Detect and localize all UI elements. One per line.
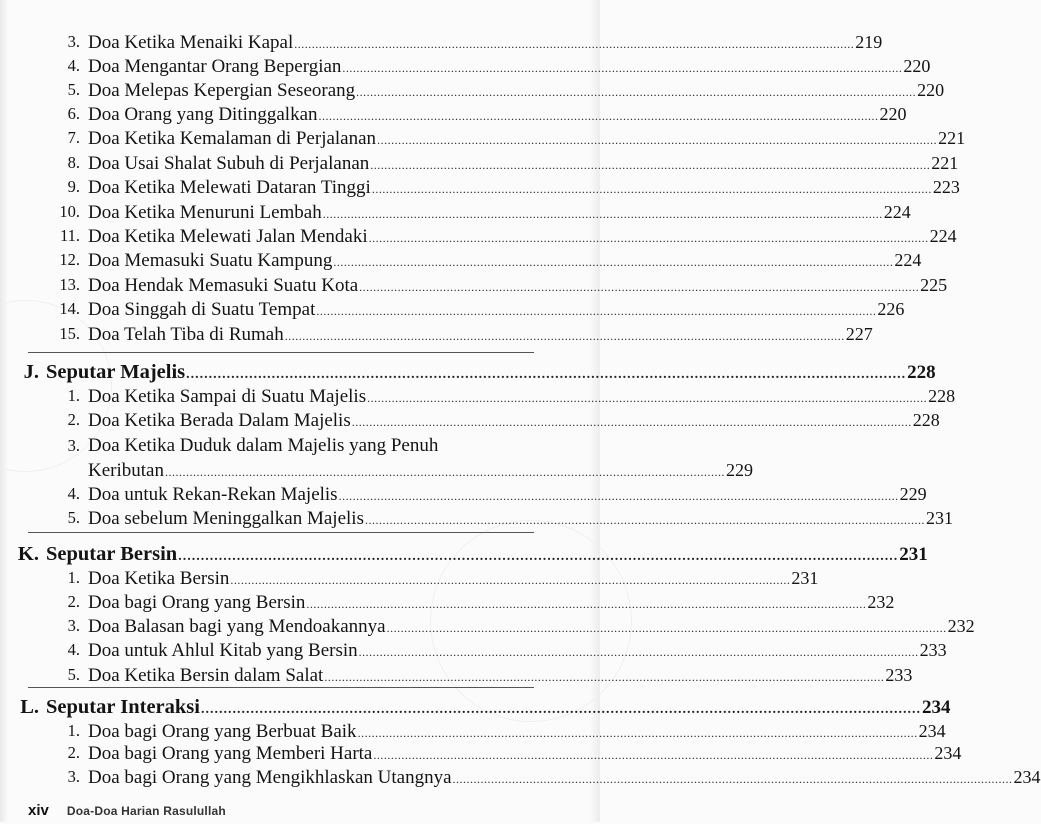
entry-number: 3. — [67, 32, 80, 51]
entry-number: 1. — [67, 386, 80, 405]
dot-leader: ................................................................................................................................................................ — [200, 702, 921, 717]
dot-leader: ................................................................................................................................................................ — [333, 255, 894, 269]
entry-title: Seputar Majelis — [46, 361, 186, 383]
toc-entry[interactable] — [0, 741, 962, 765]
entry-title: Doa Telah Tiba di Rumah — [88, 324, 284, 345]
entry-number: L. — [20, 696, 39, 718]
entry-title: Doa Singgah di Suatu Tempat — [88, 299, 316, 320]
entry-number: 4. — [67, 484, 80, 503]
dot-leader: ................................................................................................................................................................ — [316, 304, 877, 318]
entry-page-number: 232 — [867, 592, 895, 612]
section-divider — [28, 352, 534, 353]
dot-leader: ................................................................................................................................................................ — [452, 772, 1013, 786]
entry-number: 2. — [67, 592, 80, 611]
entry-page-number: 228 — [907, 362, 936, 383]
entry-title: Seputar Bersin — [46, 543, 178, 565]
dot-leader: ................................................................................................................................................................ — [377, 133, 938, 147]
entry-number: 1. — [67, 721, 80, 740]
entry-page-number: 231 — [925, 508, 953, 528]
toc-entry[interactable] — [0, 458, 753, 482]
entry-number: 3. — [67, 767, 80, 786]
entry-number: 5. — [67, 665, 80, 684]
entry-text-row — [88, 224, 957, 250]
entry-title: Doa Ketika Bersin — [88, 568, 230, 589]
dot-leader: ................................................................................................................................................................ — [322, 207, 883, 221]
entry-title: Doa Hendak Memasuki Suatu Kota — [88, 275, 359, 296]
entry-title: Doa bagi Orang yang Bersin — [88, 592, 306, 613]
dot-leader: ................................................................................................................................................................ — [230, 573, 791, 587]
toc-entry[interactable] — [0, 200, 911, 224]
dot-leader: ................................................................................................................................................................ — [294, 37, 855, 51]
entry-page-number: 220 — [879, 104, 907, 124]
dot-leader: ................................................................................................................................................................ — [164, 465, 725, 479]
entry-title: Doa Ketika Menaiki Kapal — [88, 32, 294, 53]
entry-text-row — [88, 151, 959, 177]
toc-entry[interactable] — [0, 224, 957, 248]
entry-text-row — [46, 542, 928, 569]
entry-number: 14. — [59, 299, 80, 318]
entry-text-row — [88, 590, 895, 616]
toc-entry[interactable] — [0, 248, 922, 272]
dot-leader: ................................................................................................................................................................ — [284, 329, 845, 343]
toc-entry[interactable] — [0, 384, 956, 408]
dot-leader: ................................................................................................................................................................ — [306, 597, 867, 611]
dot-leader: ................................................................................................................................................................ — [318, 109, 879, 123]
entry-title: Doa Ketika Melewati Jalan Mendaki — [88, 226, 368, 247]
dot-leader: ................................................................................................................................................................ — [359, 280, 920, 294]
entry-title: Doa Ketika Bersin dalam Salat — [88, 665, 324, 686]
entry-text-row — [88, 248, 922, 274]
entry-page-number: 219 — [855, 32, 883, 52]
entry-text-row — [88, 200, 911, 226]
entry-text-row — [46, 695, 951, 722]
dot-leader: ................................................................................................................................................................ — [386, 621, 947, 635]
entry-title: Doa Orang yang Ditinggalkan — [88, 104, 318, 125]
entry-text-row — [88, 506, 953, 532]
entry-number: 13. — [59, 275, 80, 294]
entry-number: 8. — [67, 153, 80, 172]
toc-entry[interactable] — [0, 719, 946, 743]
entry-number: 6. — [67, 104, 80, 123]
entry-page-number: 226 — [877, 299, 905, 319]
entry-number: 3. — [67, 436, 80, 455]
entry-text-row — [88, 458, 753, 484]
entry-title: Doa bagi Orang yang Mengikhlaskan Utangnya — [88, 767, 452, 788]
entry-number: 11. — [59, 226, 80, 245]
entry-page-number: 228 — [912, 410, 940, 430]
entry-page-number: 234 — [1013, 767, 1041, 787]
dot-leader: ................................................................................................................................................................ — [324, 670, 885, 684]
entry-title: Doa bagi Orang yang Berbuat Baik — [88, 721, 357, 742]
dot-leader: ................................................................................................................................................................ — [368, 231, 929, 245]
entry-number: 4. — [67, 640, 80, 659]
entry-page-number: 229 — [725, 460, 753, 480]
section-divider — [28, 532, 534, 533]
entry-text-row — [46, 360, 936, 387]
entry-title: Keributan — [88, 460, 164, 481]
entry-text-row — [88, 482, 927, 508]
entry-number: 12. — [59, 250, 80, 269]
entry-page-number: 220 — [917, 80, 945, 100]
toc-entry[interactable] — [0, 102, 907, 126]
entry-page-number: 234 — [918, 721, 946, 741]
dot-leader: ................................................................................................................................................................ — [356, 85, 917, 99]
entry-text-row — [88, 297, 905, 323]
entry-text-row — [88, 175, 960, 201]
running-title: Doa-Doa Harian Rasulullah — [66, 804, 226, 818]
toc-entry[interactable] — [0, 78, 945, 102]
toc-entry[interactable] — [0, 482, 927, 506]
entry-text-row — [88, 102, 907, 128]
entry-title: Doa Ketika Melewati Dataran Tinggi — [88, 177, 371, 198]
entry-text-row — [88, 54, 931, 80]
entry-title: Doa untuk Ahlul Kitab yang Bersin — [88, 640, 358, 661]
toc-entry[interactable] — [0, 151, 959, 175]
toc-entry[interactable] — [0, 663, 913, 687]
entry-number: 5. — [67, 508, 80, 527]
entry-page-number: 231 — [791, 568, 819, 588]
entry-title: Doa Ketika Kemalaman di Perjalanan — [88, 128, 377, 149]
entry-title: Doa untuk Rekan-Rekan Majelis — [88, 484, 338, 505]
entry-number: 5. — [67, 80, 80, 99]
page-number: xiv — [28, 802, 49, 819]
toc-entry[interactable] — [0, 54, 931, 78]
entry-number: 2. — [67, 743, 80, 762]
entry-number: 7. — [67, 128, 80, 147]
entry-number: 10. — [59, 202, 80, 221]
entry-page-number: 221 — [938, 128, 966, 148]
page-footer — [28, 802, 226, 824]
toc-entry[interactable] — [0, 506, 953, 530]
entry-page-number: 225 — [920, 275, 948, 295]
dot-leader: ................................................................................................................................................................ — [357, 726, 918, 740]
dot-leader: ................................................................................................................................................................ — [338, 489, 899, 503]
dot-leader: ................................................................................................................................................................ — [364, 513, 925, 527]
entry-title: Doa Ketika Menuruni Lembah — [88, 202, 322, 223]
entry-number: 3. — [67, 616, 80, 635]
toc-entry[interactable] — [0, 175, 960, 199]
entry-page-number: 233 — [885, 665, 913, 685]
toc-entry[interactable] — [0, 765, 1041, 789]
entry-page-number: 229 — [899, 484, 927, 504]
dot-leader: ................................................................................................................................................................ — [342, 61, 903, 75]
dot-leader: ................................................................................................................................................................ — [371, 182, 932, 196]
entry-text-row — [88, 566, 819, 592]
toc-entry[interactable] — [0, 126, 966, 150]
entry-number: 1. — [67, 568, 80, 587]
entry-page-number: 232 — [947, 616, 975, 636]
entry-number: K. — [17, 543, 39, 565]
toc-entry[interactable] — [0, 322, 873, 346]
entry-page-number: 224 — [929, 226, 957, 246]
entry-text-row — [88, 322, 873, 348]
dot-leader: ................................................................................................................................................................ — [367, 391, 928, 405]
dot-leader: ................................................................................................................................................................ — [351, 415, 912, 429]
dot-leader: ................................................................................................................................................................ — [178, 549, 899, 564]
entry-page-number: 234 — [921, 697, 951, 718]
entry-text-row — [88, 765, 1041, 791]
toc-entry[interactable] — [0, 30, 883, 54]
entry-text-row — [88, 614, 975, 640]
toc-entry[interactable] — [0, 566, 819, 590]
entry-text-row — [88, 663, 913, 689]
entry-page-number: 220 — [903, 56, 931, 76]
entry-title: Doa sebelum Meninggalkan Majelis — [88, 508, 364, 529]
toc-entry[interactable] — [0, 408, 940, 432]
entry-title: Doa bagi Orang yang Memberi Harta — [88, 743, 373, 764]
entry-title: Doa Mengantar Orang Bepergian — [88, 56, 342, 77]
toc-entry[interactable] — [0, 590, 895, 614]
entry-title: Doa Memasuki Suatu Kampung — [88, 250, 333, 271]
entry-text-row — [88, 638, 947, 664]
entry-text-row — [88, 741, 962, 767]
entry-title: Seputar Interaksi — [46, 696, 200, 718]
toc-entry[interactable] — [0, 638, 947, 662]
entry-page-number: 231 — [899, 544, 928, 565]
entry-page-number: 234 — [934, 743, 962, 763]
entry-number: J. — [23, 361, 39, 383]
toc-entry[interactable] — [0, 614, 975, 638]
entry-page-number: 224 — [894, 250, 922, 270]
entry-title: Doa Ketika Duduk dalam Majelis yang Penuh — [88, 435, 439, 456]
dot-leader: ................................................................................................................................................................ — [358, 645, 919, 659]
entry-page-number: 221 — [931, 153, 959, 173]
entry-page-number: 227 — [845, 324, 873, 344]
entry-page-number: 233 — [919, 640, 947, 660]
entry-text-row — [88, 126, 966, 152]
entry-title: Doa Melepas Kepergian Seseorang — [88, 80, 356, 101]
toc-section[interactable] — [0, 542, 928, 566]
entry-page-number: 223 — [932, 177, 960, 197]
entry-text-row — [88, 434, 534, 458]
entry-text-row — [88, 408, 940, 434]
entry-text-row — [88, 30, 883, 56]
entry-text-row — [88, 273, 948, 299]
dot-leader: ................................................................................................................................................................ — [373, 748, 934, 762]
toc-section[interactable] — [0, 695, 951, 719]
entry-title: Doa Ketika Sampai di Suatu Majelis — [88, 386, 367, 407]
entry-title: Doa Balasan bagi yang Mendoakannya — [88, 616, 386, 637]
entry-number: 15. — [59, 324, 80, 343]
dot-leader: ................................................................................................................................................................ — [370, 158, 931, 172]
entry-text-row — [88, 384, 956, 410]
entry-title: Doa Ketika Berada Dalam Majelis — [88, 410, 351, 431]
entry-title: Doa Usai Shalat Subuh di Perjalanan — [88, 153, 370, 174]
toc-entry[interactable] — [0, 434, 600, 458]
entry-page-number: 228 — [928, 386, 956, 406]
entry-number: 2. — [67, 410, 80, 429]
entry-text-row — [88, 78, 945, 104]
entry-number: 9. — [67, 177, 80, 196]
dot-leader: ................................................................................................................................................................ — [186, 367, 907, 382]
toc-entry[interactable] — [0, 273, 948, 297]
toc-entry[interactable] — [0, 297, 905, 321]
toc-section[interactable] — [0, 360, 936, 384]
entry-number: 4. — [67, 56, 80, 75]
entry-page-number: 224 — [883, 202, 911, 222]
